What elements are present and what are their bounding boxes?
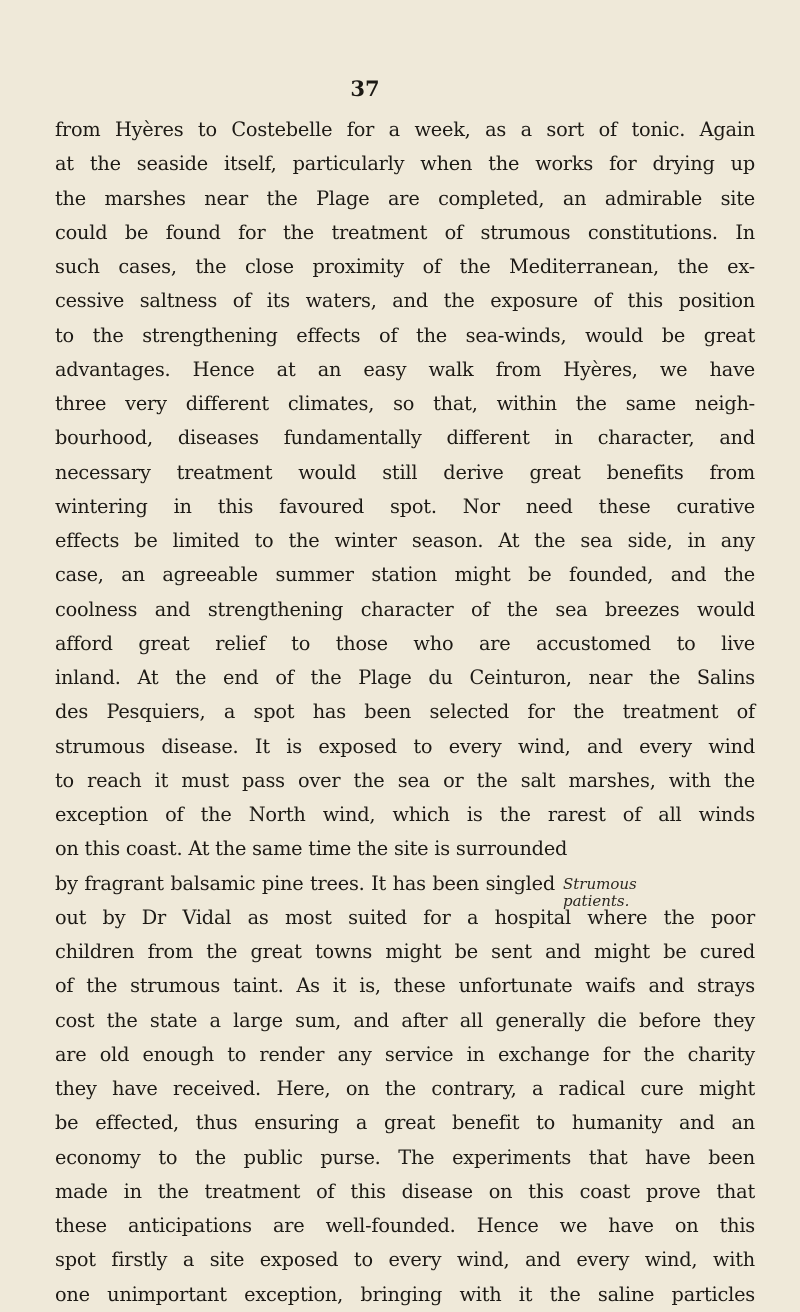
text-line: three very different climates, so that, within the same neigh- [55, 392, 755, 415]
page-number: 37 [350, 76, 380, 101]
text-line: could be found for the treatment of strumous constitutions. In [55, 220, 755, 244]
text-line: economy to the public purse. The experiments that have been [55, 1145, 755, 1169]
text-line: one unimportant exception, bringing with it the saline particles [55, 1282, 755, 1306]
text-line: to reach it must pass over the sea or the salt marshes, with the [55, 768, 755, 792]
text-line: are old enough to render any service in exchange for the charity [55, 1042, 755, 1066]
body-text [55, 113, 755, 1312]
text-line: effects be limited to the winter season. At the sea side, in any [55, 529, 755, 552]
text-line: bourhood, diseases fundamentally different in character, and [55, 426, 755, 450]
text-line: from Hyères to Costebelle for a week, as a sort of tonic. Again [55, 118, 755, 141]
text-line: the marshes near the Plage are completed, an admirable site [55, 186, 755, 210]
text-line: coolness and strengthening character of the sea breezes would [55, 597, 755, 621]
text-line: afford great relief to those who are accustomed to live [55, 631, 755, 655]
text-line: strumous disease. It is exposed to every wind, and every wind [55, 734, 755, 758]
text-line: wintering in this favoured spot. Nor need these curative [55, 494, 755, 518]
text-line: exception of the North wind, which is the rarest of all winds [55, 803, 755, 826]
text-line: children from the great towns might be sent and might be cured [55, 940, 755, 963]
text-line: out by Dr Vidal as most suited for a hospital where the poor [55, 905, 755, 929]
text-line: made in the treatment of this disease on this coast prove that [55, 1179, 755, 1203]
text-line: of the strumous taint. As it is, these unfortunate waifs and strays [55, 974, 755, 998]
text-line: necessary treatment would still derive great benefits from [55, 460, 755, 484]
text-line: on this coast. At the same time the site is surrounded [55, 837, 568, 861]
margin-note-line: Strumous [563, 875, 637, 893]
text-line: they have received. Here, on the contrary, a radical cure might [55, 1077, 755, 1100]
text-line: des Pesquiers, a spot has been selected for the treatment of [55, 700, 755, 724]
text-line: by fragrant balsamic pine trees. It has been singled [55, 871, 555, 895]
text-line: cessive saltness of its waters, and the exposure of this position [55, 289, 755, 313]
text-line: cost the state a large sum, and after all generally die before they [55, 1008, 755, 1032]
text-line: case, an agreeable summer station might be founded, and the [55, 563, 755, 587]
text-line: inland. At the end of the Plage du Ceinturon, near the Salins [55, 666, 755, 689]
text-line: spot firstly a site exposed to every wind, and every wind, with [55, 1248, 755, 1272]
text-line: at the seaside itself, particularly when the works for drying up [55, 152, 755, 176]
margin-note [563, 876, 637, 910]
text-line: such cases, the close proximity of the Mediterranean, the ex- [55, 255, 755, 278]
text-line: be effected, thus ensuring a great benefit to humanity and an [55, 1111, 755, 1135]
text-line: to the strengthening effects of the sea-winds, would be great [55, 323, 755, 347]
text-line: these anticipations are well-founded. Hence we have on this [55, 1214, 755, 1237]
margin-note-line: patients. [563, 892, 630, 910]
text-line: advantages. Hence at an easy walk from Hyères, we have [55, 357, 755, 381]
